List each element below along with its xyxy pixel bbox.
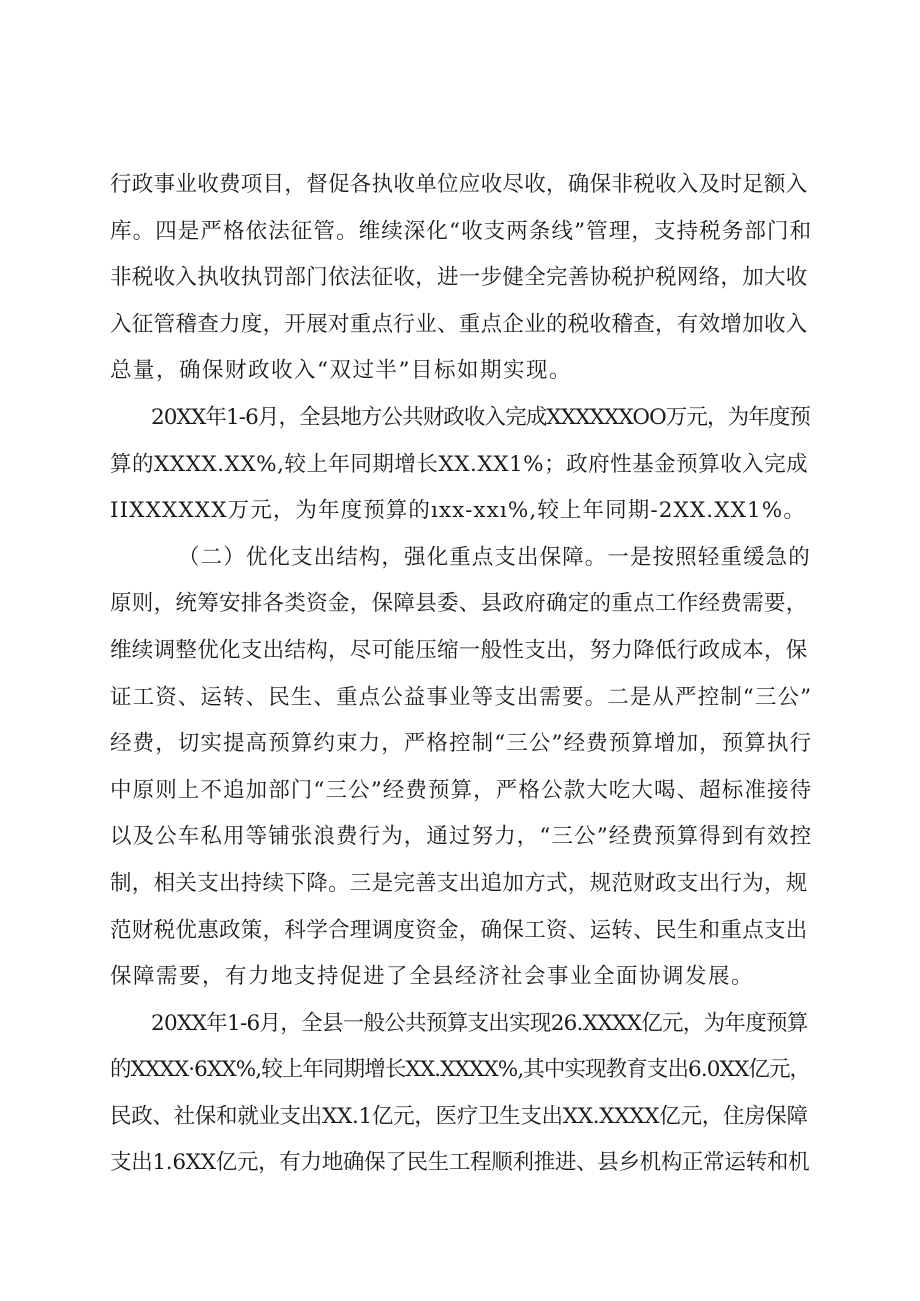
- text-line: 20XX年1-6月，全县一般公共预算支出实现26.XXXX亿元，为年度预算: [151, 1010, 808, 1036]
- paragraph-expenditure-structure: [110, 535, 812, 1001]
- text-line: 原则，统筹安排各类资金，保障县委、县政府确定的重点工作经费需要，: [110, 591, 808, 617]
- text-line: 的XXXX·6XX%,较上年同期增长XX.XXXX%,其中实现教育支出6.0XX亿元，: [110, 1057, 811, 1083]
- paragraph-expenditure-figures: [110, 1001, 812, 1187]
- section-heading-line: （二）优化支出结构，强化重点支出保障。一是按照轻重缓急的: [178, 544, 811, 570]
- text-line: 总量，确保财政收入“双过半”目标如期实现。: [110, 358, 572, 384]
- paragraph-revenue-figures: [110, 395, 812, 535]
- text-line: 行政事业收费项目，督促各执收单位应收尽收，确保非税收入及时足额入: [110, 172, 808, 197]
- text-line: 证工资、运转、民生、重点公益事业等支出需要。二是从严控制“三公”: [110, 684, 813, 710]
- text-line: IIXXXXXX万元，为年度预算的ıxx-xxı%,较上年同期-2XX.XX1%。: [110, 498, 806, 524]
- text-line: 范财税优惠政策，科学合理调度资金，确保工资、运转、民生和重点支出: [110, 917, 808, 943]
- document-body: [110, 162, 812, 1187]
- text-line: 库。四是严格依法征管。维续深化“收支两条线”管理，支持税务部门和: [110, 218, 813, 244]
- text-line: 民政、社保和就业支出XX.1亿元，医疗卫生支出XX.XXXX亿元，住房保障: [110, 1103, 808, 1129]
- text-line: 入征管稽查力度，开展对重点行业、重点企业的税收稽查，有效增加收入: [110, 311, 808, 337]
- text-line: 支出1.6XX亿元，有力地确保了民生工程顺利推进、县乡机构正常运转和机: [110, 1150, 810, 1176]
- text-line: 算的XXXX.XX%,较上年同期增长XX.XX1%；政府性基金预算收入完成: [110, 451, 809, 477]
- text-line: 中原则上不追加部门“三公”经费预算，严格公款大吃大喝、超标准接待: [110, 777, 813, 803]
- text-line: 以及公车私用等铺张浪费行为，通过努力，“三公”经费预算得到有效控: [110, 824, 813, 850]
- text-line: 非税收入执收执罚部门依法征收，进一步健全完善协税护税网络，加大收: [110, 265, 808, 291]
- text-line: 经费，切实提高预算约束力，严格控制“三公”经费预算增加，预算执行: [110, 731, 813, 757]
- text-line: 制，相关支出持续下降。三是完善支出追加方式，规范财政支出行为，规: [110, 870, 808, 896]
- text-line: 保障需要，有力地支持促进了全县经济社会事业全面协调发展。: [110, 964, 755, 990]
- text-line: 维续调整优化支出结构，尽可能压缩一般性支出，努力降低行政成本，保: [110, 637, 808, 663]
- paragraph-revenue-collection: [110, 162, 812, 395]
- text-line: 20XX年1-6月，全县地方公共财政收入完成XXXXXXOO万元，为年度预: [151, 404, 811, 430]
